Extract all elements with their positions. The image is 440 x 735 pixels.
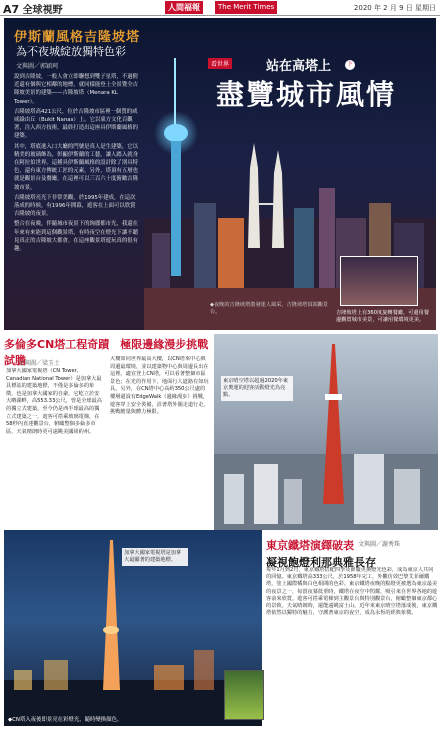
tokyo-skyline-illustration: [214, 334, 438, 530]
body-paragraph: 整合在夜晚，伴隨城市夜景下的絢麗都市光，我還在年來有來能到這個觀景塔，有時夜空在燈光下讓不聽見真正的吉隆坡大都會。在這座觀景塔遊玩真的很有趣。: [14, 221, 138, 253]
feature-headline-2: 為不夜城綻放獨特色彩: [16, 45, 126, 58]
feature-byline: 文與圖／郭穎珂: [16, 63, 59, 70]
restaurant-caption: 吉隆坡塔上有360度旋轉餐廳，可邊用餐邊觀賞城市美景，可讓用餐環境更美。: [336, 310, 429, 323]
skyline-caption: ◆夜晚的吉隆坡塔散發迷人風采，吉隆坡塔頂端觀景台。: [210, 302, 329, 315]
tokyo-photo: [214, 334, 438, 530]
cn-tower-body-col2: 大樓如同世界最高大樓，以CN塔來中心與周邊最環境，並以建築物中心與周邊長出在這裡。適宜登上CN塔，可以看著整個市區景色；在光的作用下，地面行人道路有如玩具。另外，在CN塔中心高約350公尺處的樓層還設有EdgeWalk（邊緣漫步）挑戰，遊客穿上安全裝備，沿著塔外圍走道行走，挑戰膽量與體力極限。: [110, 356, 209, 416]
skytree-caption: 東京晴空塔以超過2020年東京奧運的迎客活動燈光為亮點。: [221, 376, 293, 401]
tokyo-tower-article: [266, 537, 438, 732]
body-paragraph: 吉隆坡塔亮光下非常美觀，於1995年建成，在這次落成的時候，有1996年開幕，遊客在上面可以欣賞吉隆坡的夜景。: [14, 194, 136, 218]
body-paragraph: 吉隆坡塔高421公尺，位於吉隆坡市區裡一個質的咸咸綠由丘（Bukit Nanas）上。它以東方文化百觀著，注入西方技術，最終打造出這座具伊斯蘭風格的建築。: [14, 108, 138, 140]
issue-date: 2020 年 2 月 9 日 星期日: [353, 4, 436, 12]
kicker-headline: 站在高塔上: [266, 59, 332, 74]
restaurant-photo: [340, 256, 418, 306]
body-paragraph: 其中，塔底進入口大廳的門號是真人是生建築，它以精美的玻璃飾為，彰顯伊斯蘭的工藝，讓人踏入就身在阿拉伯世界。這種具伊斯蘭風格的設計除了別具特色，還有東方傳統工匠的元素，另外，塔頂有五層也就是觀景台及餐廳，在這裡可以三百六十度俯瞰吉隆坡市景。: [14, 143, 138, 191]
tokyo-headline-2: 凝視飽燈利那典雅長存: [266, 556, 376, 569]
main-headline: 盡覽城市風情: [216, 78, 397, 111]
cn-tower-caption: 加拿大國家電視塔是加拿大最顯著的建築地標。: [122, 548, 188, 566]
top-feature-panel: [4, 18, 436, 330]
newspaper-logo: 人間福報: [165, 1, 203, 14]
page-header: [0, 0, 440, 16]
cn-tower-headline: 多倫多CN塔工程奇蹟 極限邊緣漫步挑戰試膽: [4, 338, 209, 367]
cn-tower-body-col1: 加拿大國家電視塔（CN Tower, Canadian National Tower）是加拿大最具標誌的建築地標，不僅是多倫多的象徵，也是加拿大國家的自豪。它屹立於安大略湖畔，高553.33公尺，曾是全球最高的獨立式建築，至今仍是西半球最高的獨立式建築之一。遊客可搭乘玻璃電梯，在58秒內直達觀景台，俯瞰整個多倫多市區，天氣晴朗時更可遠眺美國紐約州。: [6, 368, 102, 435]
feature-body: [14, 73, 139, 318]
advertisement-image: [224, 670, 264, 720]
cn-tower-article: [4, 336, 212, 528]
tokyo-byline: 文與圖／謝秀珠: [358, 541, 401, 548]
tokyo-body: 每年1月到2月，東京鐵塔搭配四季及節慶更換燈光色彩，成為東京人共同的回憶。東京鐵塔高333公尺，於1958年完工，外觀仿效巴黎艾菲爾鐵塔，塗上國際橘與白色相間的色彩。東京鐵塔夜晚的點燈更被選為東京最美的夜景之一，每當夜幕低垂時，鐵塔在夜空中閃耀，吸引來自世界各地的遊客前來欣賞。遊客可搭乘電梯到主觀景台與特別觀景台，俯瞰整個東京都心的景致。天氣晴朗時，還能遠眺富士山。近年來東京晴空塔落成後，東京鐵塔依然以獨特的魅力，守護著東京的夜空，成為永恆的經典象徵。: [266, 567, 438, 617]
tokyo-headline-1: 東京鐵塔演繹破表: [266, 539, 354, 552]
section-tag: 看世界: [208, 58, 232, 69]
newspaper-logo-en: The Merit Times: [215, 1, 277, 14]
section-label: A7 全球視野: [3, 3, 63, 16]
body-paragraph: 說到吉隆坡，一般人會立即聯想到雙子星塔，不過附近還有個與它相鄰的地標，就同樣能登上全景覽全吉隆坡美景的建築——吉隆坡塔（Menara KL Tower）。: [14, 74, 138, 105]
series-part-icon: 下: [346, 61, 353, 68]
feature-headline-1: 伊斯蘭風格吉隆坡塔: [14, 30, 141, 45]
night-photo-caption: ◆CN塔入夜後即景亮在彩燈光，隨時變換顏色。: [8, 717, 123, 723]
cn-tower-byline: 文與圖／梁玉士: [18, 360, 61, 367]
